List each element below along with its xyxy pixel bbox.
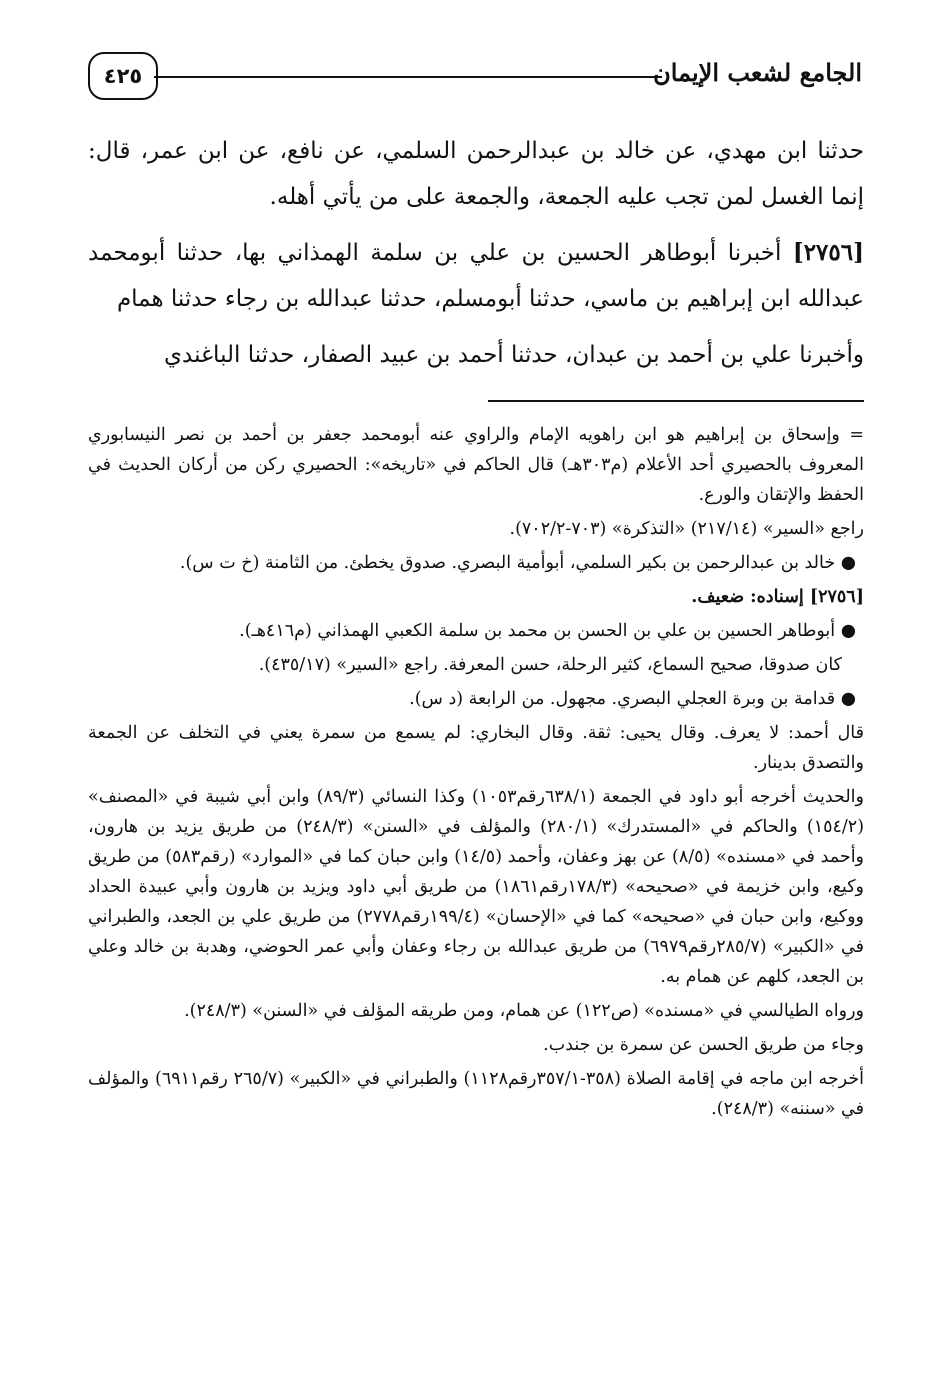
- main-paragraph-1: حدثنا ابن مهدي، عن خالد بن عبدالرحمن السلمي، عن نافع، عن ابن عمر، قال: إنما الغسل لمن تجب عليه الجمعة، والجمعة على من يأتي أهله.: [88, 138, 864, 210]
- main-paragraph-3: وأخبرنا علي بن أحمد بن عبدان، حدثنا أحمد بن عبيد الصفار، حدثنا الباغندي: [164, 342, 864, 368]
- footnote-5: ● أبوطاهر الحسين بن علي بن الحسن بن محمد بن سلمة الكعبي الهمذاني (م٤١٦هـ).: [239, 621, 856, 641]
- running-title: الجامع لشعب الإيمان: [653, 58, 862, 87]
- footnote-isnad-label: [٢٧٥٦] إسناده: ضعيف.: [691, 587, 864, 607]
- hadith-number: [٢٧٥٦]: [792, 239, 865, 266]
- page-number-badge: ٤٢٥: [88, 52, 158, 100]
- footnote-separator: [488, 400, 864, 402]
- main-text: [88, 128, 864, 388]
- footnote-11: وجاء من طريق الحسن عن سمرة بن جندب.: [543, 1035, 864, 1055]
- footnote-9: والحديث أخرجه أبو داود في الجمعة (٦٣٨/١رقم١٠٥٣) وكذا النسائي (٨٩/٣) وابن أبي شيبة في «المصنف» (١٥٤/٢) والحاكم في «المستدرك» (٢٨٠/١) والمؤلف في «السنن» (٢٤٨/٣) من طريق يزيد بن هارون، وأحمد في «مسنده» (٨/٥) عن بهز وعفان، وأحمد (١٤/٥) وابن حبان كما في «الموارد» (رقم٥٨٣) من طريق وكيع، وابن خزيمة في «صحيحه» (١٧٨/٣رقم١٨٦١) من طريق أبي داود ويزيد بن هارون وأبي عبيدة الحداد ووكيع، وابن حبان في «صحيحه» كما في «الإحسان» (١٩٩/٤رقم٢٧٧٨) من طريق علي بن الجعد، والطبراني في «الكبير» (٢٨٥/٧رقم٦٩٧٩) من طريق عبدالله بن رجاء وعفان وأبي عمر الحوضي، وهدبة بن خالد وعلي بن الجعد، كلهم عن همام به.: [88, 787, 865, 987]
- footnote-12: أخرجه ابن ماجه في إقامة الصلاة (٣٥٨-٣٥٧/١رقم١١٢٨) والطبراني في «الكبير» (٢٦٥/٧ رقم٦٩١١) والمؤلف في «سننه» (٢٤٨/٣).: [88, 1069, 865, 1119]
- footnote-3: ● خالد بن عبدالرحمن بن بكير السلمي، أبوأمية البصري. صدوق يخطئ. من الثامنة (خ ت س).: [179, 553, 856, 573]
- footnote-8: قال أحمد: لا يعرف. وقال يحيى: ثقة. وقال البخاري: لم يسمع من سمرة يعني في التخلف عن الجمعة والتصدق بدينار.: [88, 723, 864, 773]
- footnote-6: كان صدوقا، صحيح السماع، كثير الرحلة، حسن المعرفة. راجع «السير» (٤٣٥/١٧).: [258, 655, 842, 675]
- footnote-1: = وإسحاق بن إبراهيم هو ابن راهويه الإمام والراوي عنه أبومحمد جعفر بن أحمد بن نصر النيسابوري المعروف بالحصيري أحد الأعلام (م٣٠٣هـ) قال الحاكم في «تاريخه»: الحصيري ركن من أركان الحديث في الحفظ والإتقان والورع.: [88, 425, 865, 505]
- footnote-7: ● قدامة بن وبرة العجلي البصري. مجهول. من الرابعة (د س).: [409, 689, 856, 709]
- page-header: [88, 52, 862, 106]
- main-paragraph-2: [88, 230, 864, 322]
- main-paragraph-2-text: أخبرنا أبوطاهر الحسين بن علي بن سلمة الهمذاني بها، حدثنا أبومحمد عبدالله ابن إبراهيم بن ماسي، حدثنا أبومسلم، حدثنا عبدالله بن رجاء حدثنا همام: [88, 240, 864, 312]
- footnote-10: ورواه الطيالسي في «مسنده» (ص١٢٢) عن همام، ومن طريقه المؤلف في «السنن» (٢٤٨/٣).: [184, 1001, 864, 1021]
- header-rule: [154, 76, 662, 78]
- footnotes: [88, 420, 864, 1128]
- footnote-2: راجع «السير» (٢١٧/١٤) «التذكرة» (٧٠٣-٧٠٢/٢).: [509, 519, 864, 539]
